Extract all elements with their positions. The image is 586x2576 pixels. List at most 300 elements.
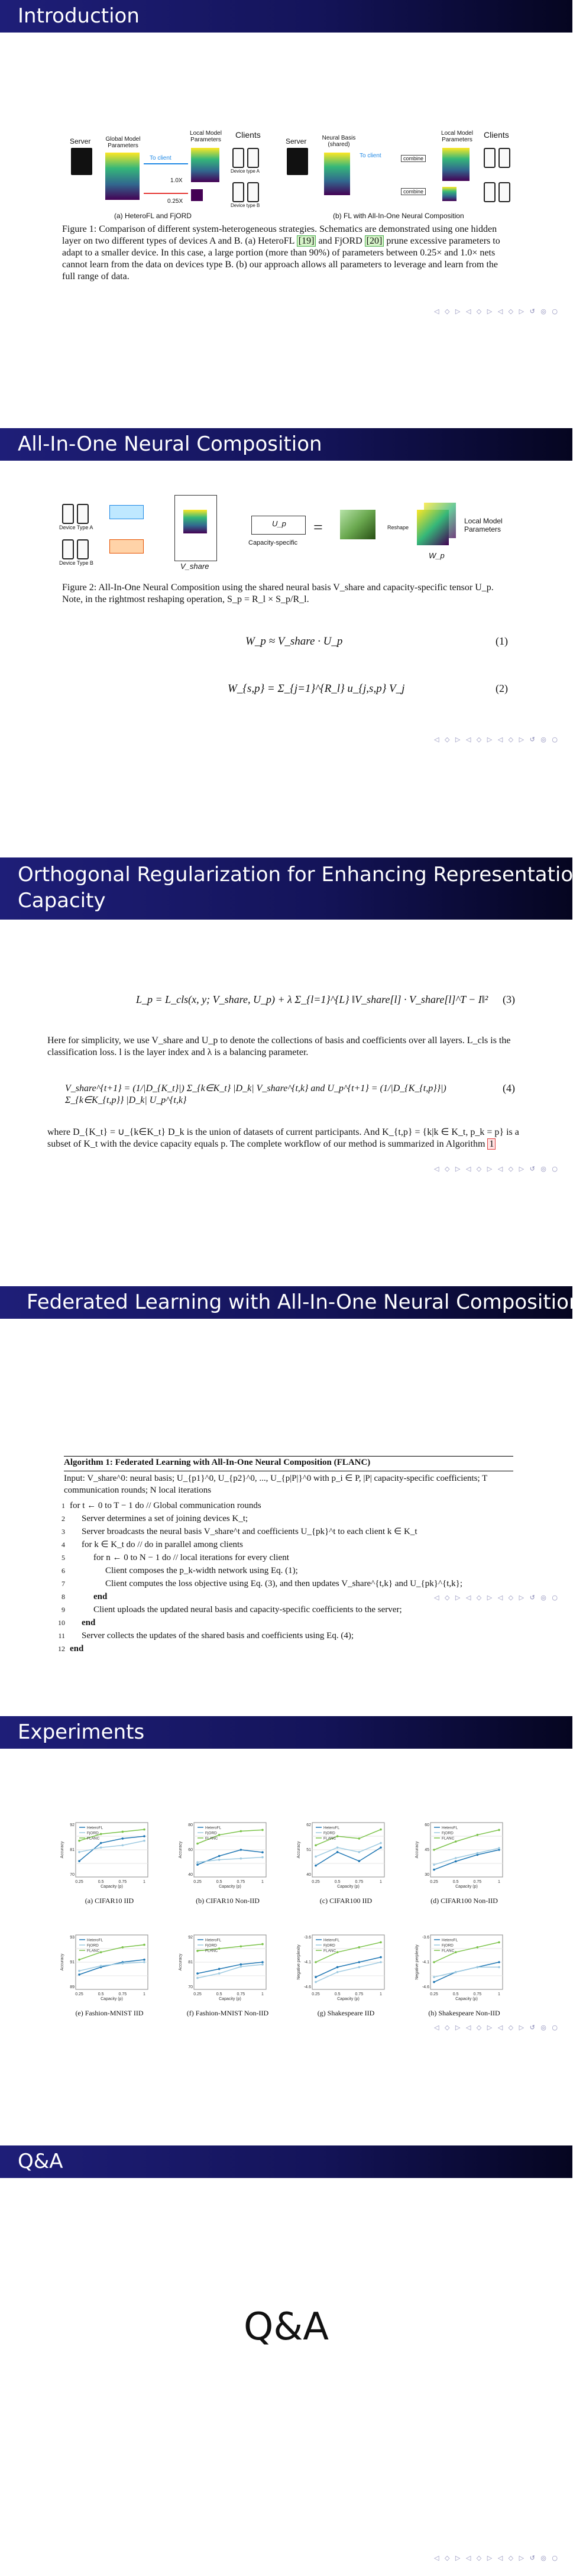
data-point	[498, 1829, 500, 1831]
data-point	[143, 1944, 145, 1946]
x-axis-label: Capacity (p)	[455, 1997, 478, 2001]
data-point	[240, 1963, 242, 1966]
slide-title: All-In-One Neural Composition	[18, 432, 322, 456]
slide-nav-2[interactable]: ◁ ◇ ▷ ◁ ◇ ▷ ◁ ◇ ▷ ↺ ◎ ○	[433, 736, 559, 743]
line-number: 5	[61, 1554, 65, 1562]
y-tick-label: -4.1	[422, 1960, 429, 1965]
ortho-paragraph-2-text: where D_{K_t} = ∪_{k∈K_t} D_k is the union of datasets of current participants. And K_{t,p} = {k|k ∈ K_t, p_k = p} is a subset of K_t with the device capacity equals p. The complete workflow of our method is summarized in Algorithm	[47, 1127, 519, 1149]
data-point	[498, 1966, 500, 1969]
slide-experiments	[0, 1716, 572, 2038]
data-point	[433, 1849, 435, 1851]
legend-label: FjORD	[205, 1831, 217, 1836]
chart-subcaption: (g) Shakespeare IID	[317, 2009, 375, 2017]
combine-label-1: combine	[401, 155, 426, 162]
y-tick-label: 60	[188, 1848, 193, 1852]
data-point	[100, 1951, 102, 1953]
slide-title-line-1: Orthogonal Regularization for Enhancing Representation	[18, 863, 586, 886]
slide-title-bar	[0, 1716, 572, 1749]
slide-title-bar	[0, 857, 586, 920]
data-point	[477, 1852, 479, 1855]
data-point	[380, 1961, 382, 1963]
data-point	[240, 1945, 242, 1947]
composed-tensor	[340, 510, 375, 539]
legend-label: FLANC	[323, 1949, 336, 1953]
x-axis-label: Capacity (p)	[101, 1885, 123, 1889]
x-tick-label: 0.5	[98, 1880, 104, 1884]
chart-subcaption: (h) Shakespeare Non-IID	[428, 2009, 500, 2017]
data-point	[336, 1851, 339, 1853]
line-number: 2	[61, 1514, 65, 1523]
data-point	[358, 1961, 361, 1963]
device-b-2	[77, 539, 89, 559]
data-point	[122, 1946, 124, 1949]
data-point	[143, 1835, 145, 1837]
y-tick-label: 40	[306, 1873, 311, 1877]
slide-qa	[0, 2145, 572, 2576]
x-tick-label: 0.75	[355, 1880, 364, 1884]
y-tick-label: 81	[188, 1960, 193, 1965]
y-tick-label: 81	[70, 1848, 75, 1852]
x-tick-label: 0.5	[334, 1992, 341, 1996]
x-axis-label: Capacity (p)	[337, 1997, 360, 2001]
line-number: 1	[61, 1501, 65, 1510]
data-point	[336, 1966, 339, 1969]
y-tick-label: 93	[70, 1936, 75, 1940]
data-point	[196, 1977, 199, 1979]
clients-label-b: Clients	[484, 130, 509, 140]
data-point	[143, 1829, 145, 1831]
legend-label: FjORD	[323, 1943, 335, 1948]
data-point	[261, 1963, 264, 1966]
y-tick-label: -3.6	[303, 1936, 311, 1940]
data-point	[336, 1846, 339, 1849]
x-tick-label: 1	[143, 1992, 145, 1996]
equation-3-number: (3)	[503, 993, 515, 1005]
server-icon-b	[287, 148, 308, 175]
slide-title-bar	[0, 0, 572, 33]
y-tick-label: 40	[188, 1873, 193, 1877]
x-tick-label: 1	[261, 1880, 264, 1884]
y-axis-label: Accuracy	[297, 1841, 301, 1859]
legend-label: FjORD	[442, 1943, 454, 1948]
line-text: Server collects the updates of the shared basis and coefficients using Eq. (4);	[82, 1631, 354, 1640]
slide-federated	[0, 1286, 582, 1653]
line-text: Client composes the p_k-width network using Eq. (1);	[105, 1566, 298, 1575]
legend-label: HeteroFL	[323, 1938, 340, 1943]
data-point	[358, 1860, 361, 1862]
line-number: 8	[61, 1593, 65, 1601]
legend-label: HeteroFL	[442, 1826, 458, 1830]
y-tick-label: 89	[70, 1985, 75, 1989]
figure-2	[56, 492, 517, 578]
legend-label: FLANC	[205, 1836, 218, 1841]
data-point	[218, 1972, 221, 1975]
device-b-2	[247, 182, 259, 202]
data-point	[218, 1834, 221, 1836]
equation-4: V_share^{t+1} = (1/|D_{K_t}|) Σ_{k∈K_t} |D_k| V_share^{t,k} and U_p^{t+1} = (1/|D_{K_{t,p}}|) Σ_{k∈K_{t,p}} |D_k| U_p^{t,k}	[65, 1083, 446, 1105]
y-axis-label: Accuracy	[415, 1841, 419, 1859]
slide-title-bar	[0, 428, 572, 461]
line-text: for k ∈ K_t do // do in parallel among clients	[82, 1540, 244, 1549]
data-point	[433, 1869, 435, 1871]
vshare-block	[183, 510, 207, 533]
device-b-b1	[484, 182, 496, 202]
y-axis-label: Accuracy	[179, 1841, 183, 1859]
x-tick-label: 0.25	[430, 1880, 438, 1884]
legend-label: FLANC	[442, 1836, 455, 1841]
wp-label: W_p	[429, 551, 445, 560]
data-point	[380, 1846, 382, 1849]
data-point	[261, 1851, 264, 1853]
line-text: end	[82, 1618, 96, 1627]
ortho-paragraph-2	[47, 1127, 520, 1150]
data-point	[261, 1961, 264, 1963]
y-axis-label: Accuracy	[60, 1953, 64, 1971]
slide-nav-6[interactable]: ◁ ◇ ▷ ◁ ◇ ▷ ◁ ◇ ▷ ↺ ◎ ○	[433, 2554, 559, 2562]
device-type-a-label: Device Type A	[59, 525, 93, 530]
slide-nav-5[interactable]: ◁ ◇ ▷ ◁ ◇ ▷ ◁ ◇ ▷ ↺ ◎ ○	[433, 2024, 559, 2031]
local-tensor-2	[424, 503, 456, 538]
x-axis-label: Capacity (p)	[101, 1997, 123, 2001]
y-tick-label: -4.1	[303, 1960, 311, 1965]
legend-label: FjORD	[442, 1831, 454, 1836]
line-number: 3	[61, 1528, 65, 1536]
equation-1-number: (1)	[496, 635, 508, 647]
clients-label-a: Clients	[235, 130, 261, 140]
data-point	[455, 1860, 457, 1863]
chart-subcaption: (c) CIFAR100 IID	[319, 1897, 373, 1905]
x-tick-label: 0.5	[98, 1992, 104, 1996]
legend-label: FjORD	[87, 1831, 99, 1836]
chart-subcaption: (b) CIFAR10 Non-IID	[196, 1897, 260, 1905]
slide-title: Federated Learning with All-In-One Neural Composition	[27, 1290, 582, 1314]
reshape-label: Reshape	[387, 525, 409, 530]
legend-label: HeteroFL	[87, 1826, 103, 1830]
data-point	[380, 1829, 382, 1831]
local-model-params-label: Local Model Parameters	[464, 517, 503, 533]
data-point	[261, 1943, 264, 1946]
legend-label: HeteroFL	[323, 1826, 340, 1830]
x-tick-label: 0.25	[430, 1992, 438, 1996]
data-point	[498, 1961, 500, 1963]
legend-label: HeteroFL	[442, 1938, 458, 1943]
slide-orthogonal	[0, 857, 586, 1180]
data-point	[122, 1831, 124, 1833]
device-a-1	[232, 148, 244, 168]
algorithm-body	[53, 1499, 526, 1671]
x-tick-label: 1	[498, 1880, 500, 1884]
data-point	[336, 1951, 339, 1953]
data-point	[477, 1834, 479, 1836]
data-point	[261, 1829, 264, 1831]
legend-label: HeteroFL	[205, 1938, 222, 1943]
x-tick-label: 0.5	[216, 1992, 222, 1996]
line-text: Server determines a set of joining devices K_t;	[82, 1514, 248, 1523]
data-point	[240, 1857, 242, 1860]
line-number: 7	[61, 1580, 65, 1588]
caption-tail: prune excessive parameters to adapt to a smaller device. In this case, a large portion (more than 90%) of parameters between 0.25× and 1.0× nets cannot learn from the data on devices type B. (b) our approach allows all parameters to leverage and learn from the full range of data.	[62, 236, 500, 281]
x-tick-label: 0.75	[355, 1992, 364, 1996]
algorithm-title: Algorithm 1: Federated Learning with All-In-One Neural Composition (FLANC)	[64, 1458, 371, 1467]
y-axis-label: Accuracy	[179, 1953, 183, 1971]
data-point	[455, 1951, 457, 1953]
line-text: Server broadcasts the neural basis V_share^t and coefficients U_{pk}^t to each client k ∈ K_t	[82, 1527, 417, 1536]
caption-mid: and FjORD	[318, 236, 362, 246]
data-point	[336, 1835, 339, 1837]
data-point	[122, 1844, 124, 1847]
combine-label-2: combine	[401, 188, 426, 195]
device-a-2	[77, 504, 89, 524]
x-tick-label: 0.75	[118, 1992, 127, 1996]
data-point	[433, 1981, 435, 1983]
data-point	[433, 1976, 435, 1978]
legend-label: FjORD	[323, 1831, 335, 1836]
data-point	[380, 1842, 382, 1844]
legend-label: HeteroFL	[87, 1938, 103, 1943]
data-point	[433, 1863, 435, 1866]
local-params-label-a: Local Model Parameters	[190, 130, 222, 143]
device-b-label: Device type B	[231, 203, 260, 208]
slide-composition	[0, 428, 572, 750]
ortho-paragraph-1: Here for simplicity, we use V_share and U_p to denote the collections of basis and coefficients over all layers. L_cls is the classification loss. l is the layer index and λ is a balancing parameter.	[47, 1035, 511, 1057]
y-tick-label: 30	[425, 1873, 429, 1877]
line-text: Client uploads the updated neural basis and capacity-specific coefficients to the server;	[93, 1605, 402, 1614]
data-point	[315, 1981, 317, 1983]
x-tick-label: 0.25	[312, 1992, 320, 1996]
slide-nav-3[interactable]: ◁ ◇ ▷ ◁ ◇ ▷ ◁ ◇ ▷ ↺ ◎ ○	[433, 1165, 559, 1173]
slide-nav-1[interactable]: ◁ ◇ ▷ ◁ ◇ ▷ ◁ ◇ ▷ ↺ ◎ ○	[433, 308, 559, 315]
algorithm-reference[interactable]: 1	[487, 1138, 496, 1150]
caption-lead: Figure 1: Comparison of different system-heterogeneous strategies. Schematics are demonstrated using one hidden layer on two different types of devices A and B. (a) HeteroFL	[62, 224, 497, 246]
citation-heterofl[interactable]: [19]	[297, 235, 316, 247]
local-params-small-b	[442, 187, 457, 201]
subfigure-a-label: (a) HeteroFL and FjORD	[114, 212, 192, 220]
data-point	[78, 1973, 80, 1976]
data-point	[122, 1962, 124, 1965]
legend-label: HeteroFL	[205, 1826, 222, 1830]
server-icon-a	[71, 148, 92, 175]
device-b-b2	[498, 182, 510, 202]
x-tick-label: 0.25	[312, 1880, 320, 1884]
data-point	[218, 1859, 221, 1861]
data-point	[78, 1860, 80, 1862]
to-client-a: To client	[150, 155, 171, 161]
equation-4-number: (4)	[503, 1082, 515, 1094]
data-point	[336, 1971, 339, 1973]
chart-subcaption: (d) CIFAR100 Non-IID	[430, 1897, 498, 1905]
to-client-b: To client	[360, 153, 381, 159]
y-tick-label: 91	[70, 1960, 75, 1965]
data-point	[358, 1966, 361, 1969]
data-point	[498, 1941, 500, 1944]
device-b-a1	[484, 148, 496, 168]
line-number: 11	[58, 1632, 65, 1640]
line-number: 12	[58, 1645, 65, 1653]
x-axis-label: Capacity (p)	[219, 1997, 241, 2001]
y-tick-label: 60	[425, 1823, 429, 1827]
legend-label: FLANC	[87, 1949, 100, 1953]
y-tick-label: 70	[188, 1985, 193, 1989]
x-axis-label: Capacity (p)	[219, 1885, 241, 1889]
x-tick-label: 0.5	[452, 1992, 459, 1996]
data-point	[315, 1844, 317, 1847]
x1-label-a: 1.0X	[170, 177, 183, 184]
x-tick-label: 0.75	[237, 1992, 245, 1996]
slide-title-bar	[0, 1286, 582, 1319]
data-point	[455, 1857, 457, 1859]
y-tick-label: -3.6	[422, 1936, 429, 1940]
y-axis-label: Negative perplexity	[297, 1944, 301, 1980]
data-point	[380, 1956, 382, 1959]
data-point	[218, 1968, 221, 1970]
x-axis-label: Capacity (p)	[455, 1885, 478, 1889]
data-point	[315, 1856, 317, 1858]
data-point	[358, 1946, 361, 1949]
device-a-2	[247, 148, 259, 168]
wp-box-a	[109, 505, 144, 519]
global-params-block	[105, 153, 140, 200]
data-point	[218, 1947, 221, 1950]
line-text: Client computes the loss objective using Eq. (3), and then updates V_share^{t,k} and U_{pk}^{t,k};	[105, 1579, 462, 1588]
device-a-1	[62, 504, 74, 524]
device-b-1	[62, 539, 74, 559]
x-tick-label: 0.25	[193, 1992, 202, 1996]
equation-2-number: (2)	[496, 682, 508, 694]
data-point	[78, 1840, 80, 1842]
legend-label: FLANC	[87, 1836, 100, 1841]
x-tick-label: 0.5	[216, 1880, 222, 1884]
line-number: 6	[61, 1567, 65, 1575]
device-type-b-label: Device Type B	[59, 560, 93, 566]
line-number: 4	[61, 1541, 65, 1549]
y-tick-label: 45	[425, 1848, 429, 1852]
legend-label: FjORD	[87, 1943, 99, 1948]
data-point	[433, 1961, 435, 1963]
y-tick-label: 51	[306, 1848, 311, 1852]
data-point	[100, 1965, 102, 1967]
y-tick-label: 62	[306, 1823, 311, 1827]
data-point	[380, 1941, 382, 1944]
y-tick-label: 70	[70, 1873, 75, 1877]
equation-1: W_p ≈ V_share · U_p	[245, 635, 343, 648]
data-point	[122, 1837, 124, 1840]
data-point	[240, 1830, 242, 1833]
data-point	[477, 1966, 479, 1969]
data-point	[358, 1851, 361, 1853]
y-axis-label: Negative perplexity	[415, 1944, 419, 1980]
experiment-charts	[59, 1823, 520, 2030]
x-tick-label: 1	[143, 1880, 145, 1884]
data-point	[196, 1861, 199, 1863]
data-point	[78, 1851, 80, 1853]
y-tick-label: 92	[188, 1936, 193, 1940]
legend-label: FjORD	[205, 1943, 217, 1948]
x-tick-label: 1	[498, 1992, 500, 1996]
legend-label: FLANC	[323, 1836, 336, 1841]
line-text: end	[93, 1592, 108, 1601]
chart-subcaption: (e) Fashion-MNIST IID	[75, 2009, 144, 2017]
data-point	[240, 1966, 242, 1968]
x025-label-a: 0.25X	[167, 198, 183, 205]
arrow-a-red	[144, 193, 188, 194]
data-point	[196, 1863, 199, 1866]
server-label-a: Server	[70, 137, 91, 145]
data-point	[261, 1856, 264, 1859]
slide-title-bar	[0, 2145, 572, 2178]
algorithm-input: Input: V_share^0: neural basis; U_{p1}^0, U_{p2}^0, ..., U_{p|P|}^0 with p_i ∈ P, |P| capacity-specific coefficients; T communication rounds; N local iterations	[64, 1474, 488, 1495]
x-tick-label: 0.25	[193, 1880, 202, 1884]
local-params-block-b	[442, 148, 470, 181]
y-tick-label: 80	[188, 1823, 193, 1827]
neural-basis-block	[324, 153, 350, 195]
x-tick-label: 1	[380, 1992, 382, 1996]
data-point	[100, 1842, 102, 1844]
y-tick-label: 92	[70, 1823, 75, 1827]
x-axis-label: Capacity (p)	[337, 1885, 360, 1889]
slide-title: Experiments	[18, 1720, 145, 1744]
equals-sign: =	[313, 519, 323, 537]
data-point	[498, 1847, 500, 1849]
x-tick-label: 0.25	[75, 1880, 83, 1884]
data-point	[315, 1976, 317, 1978]
qa-body: Q&A	[243, 2305, 329, 2349]
local-params-label-b: Local Model Parameters	[441, 130, 473, 143]
x-tick-label: 0.75	[473, 1992, 482, 1996]
global-params-label: Global Model Parameters	[105, 136, 141, 149]
data-point	[143, 1840, 145, 1842]
data-point	[78, 1970, 80, 1972]
line-text: for n ← 0 to N − 1 do // local iterations for every client	[93, 1553, 289, 1562]
data-point	[455, 1971, 457, 1973]
data-point	[100, 1833, 102, 1835]
server-label-b: Server	[286, 137, 307, 145]
x-tick-label: 0.5	[452, 1880, 459, 1884]
device-a-label: Device type A	[231, 169, 260, 174]
y-axis-label: Accuracy	[60, 1841, 64, 1859]
figure-1-caption	[62, 224, 511, 283]
data-point	[315, 1865, 317, 1867]
slide-nav-4[interactable]: ◁ ◇ ▷ ◁ ◇ ▷ ◁ ◇ ▷ ↺ ◎ ○	[433, 1594, 559, 1601]
citation-fjord[interactable]: [20]	[365, 235, 384, 247]
legend-label: FLANC	[205, 1949, 218, 1953]
up-label: U_p	[272, 519, 286, 528]
local-params-small-a	[191, 189, 203, 201]
line-number: 10	[58, 1619, 65, 1627]
slide-title: Introduction	[18, 4, 140, 28]
chart-subcaption: (a) CIFAR10 IID	[85, 1897, 134, 1905]
equation-2: W_{s,p} = Σ_{j=1}^{R_l} u_{j,s,p} V_j	[228, 682, 405, 695]
data-point	[455, 1840, 457, 1843]
subfigure-b-label: (b) FL with All-In-One Neural Composition	[333, 212, 464, 220]
x-tick-label: 0.25	[75, 1992, 83, 1996]
local-params-block-a	[191, 148, 219, 182]
data-point	[143, 1959, 145, 1961]
slide-title: Q&A	[18, 2150, 63, 2173]
capacity-specific-label: Capacity-specific	[248, 539, 298, 546]
figure-2-caption: Figure 2: All-In-One Neural Composition using the shared neural basis V_share and capacity-specific tensor U_p. Note, in the rightmost reshaping operation, S_p = R_l × S_p/R_l.	[62, 582, 494, 604]
y-tick-label: -4.6	[422, 1985, 429, 1989]
algorithm-top-rule	[64, 1456, 513, 1457]
vshare-label: V_share	[180, 562, 209, 571]
x-tick-label: 0.75	[237, 1880, 245, 1884]
slide-title-line-2: Capacity	[18, 889, 106, 912]
x-tick-label: 0.5	[334, 1880, 341, 1884]
line-text: end	[70, 1644, 84, 1653]
data-point	[196, 1972, 199, 1975]
equation-3: L_p = L_cls(x, y; V_share, U_p) + λ Σ_{l=1}^{L} ‖V_share[l] · V_share[l]^T − I‖²	[136, 993, 488, 1005]
device-b-a2	[498, 148, 510, 168]
data-point	[196, 1843, 199, 1845]
